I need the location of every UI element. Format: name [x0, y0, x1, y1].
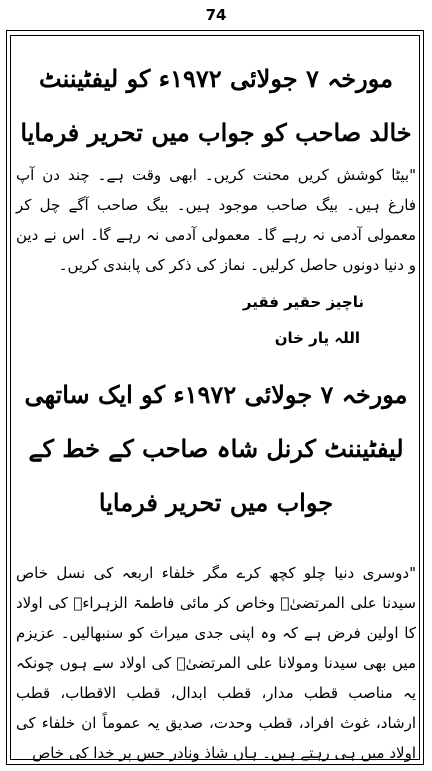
- page-content: [16, 52, 416, 768]
- page-number: 74: [205, 6, 227, 24]
- section-1-body: "بیٹا کوشش کریں محنت کریں۔ ابھی وقت ہے۔ چند دن آپ فارغ ہیں۔ بیگ صاحب موجود ہیں۔ بیگ صاحب آگے چل کر معمولی آدمی نہ رہے گا۔ معمولی آدمی نہ رہے گا۔ اس نے دین و دنیا دونوں حاصل کرلیں۔ نماز کی ذکر کی پابندی کریں۔: [16, 166, 416, 274]
- section-1-heading: مورخہ ۷ جولائی ۱۹۷۲ء کو لیفٹیننٹ خالد صاحب کو جواب میں تحریر فرمایا: [20, 64, 412, 147]
- signature-humble: ناچیز حقیر فقیر: [242, 293, 364, 311]
- section-2-body: "دوسری دنیا چلو کچھ کرے مگر خلفاء اربعہ کی نسل خاص سیدنا علی المرتضیٰؓ وخاص کر مائی فاطمۃ الزہراءؓ کی اولاد کا اولین فرض ہے کہ وہ اپنی جدی میراث کو سنبھالیں۔ عزیزم میں بھی سیدنا ومولانا علی المرتضیٰؓ کی اولاد سے ہوں چونکہ یہ مناصب قطب مدار، قطب ابدال، قطب الاقطاب، قطب ارشاد، غوث افراد، قطب وحدت، صدیق یہ عموماً ان خلفاء کی اولاد میں ہی رہتے ہیں۔ ہاں شاذ ونادر جس پر خدا کی خاص: [16, 564, 416, 762]
- section-2-heading: مورخہ ۷ جولائی ۱۹۷۲ء کو ایک ساتھی لیفٹیننٹ کرنل شاہ صاحب کے خط کے جواب میں تحریر فرمایا: [24, 380, 408, 517]
- signature-name: اللہ یار خان: [274, 329, 360, 347]
